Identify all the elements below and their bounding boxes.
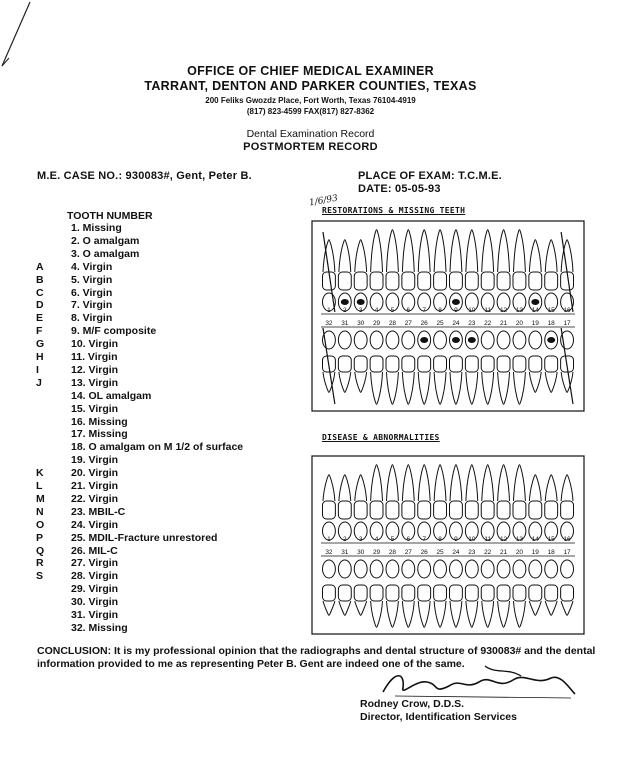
upper-tooth-crown: [418, 272, 431, 290]
lower-tooth-number: 30: [357, 320, 365, 327]
lower-tooth-occlusal: [545, 560, 558, 578]
lower-tooth-root: [514, 601, 526, 627]
tooth-entry: 16. Missing: [71, 415, 128, 428]
upper-tooth-number: 4: [374, 536, 379, 543]
tooth-entry: 32. Missing: [71, 621, 128, 634]
lower-tooth-number: 32: [325, 320, 333, 327]
lower-tooth-number: 30: [357, 549, 365, 556]
tooth-entry: 22. Virgin: [71, 492, 119, 505]
disease-label: DISEASE & ABNORMALITIES: [322, 433, 440, 442]
lower-tooth-crown: [465, 356, 478, 372]
tooth-entry: 8. Virgin: [71, 312, 113, 325]
lower-tooth-crown: [402, 585, 415, 601]
lower-tooth-crown: [354, 585, 367, 601]
upper-tooth-root: [498, 230, 510, 272]
office-title: OFFICE OF CHIEF MEDICAL EXAMINER: [187, 64, 434, 78]
lower-tooth-root: [498, 372, 510, 404]
upper-tooth-crown: [450, 501, 463, 519]
upper-tooth-number: 10: [468, 536, 476, 543]
lower-tooth-occlusal: [370, 331, 383, 349]
tooth-entry: 31. Virgin: [71, 609, 119, 621]
tooth-entry: 15. Virgin: [71, 402, 119, 415]
lower-tooth-occlusal: [513, 560, 526, 578]
upper-tooth-crown: [513, 272, 526, 290]
lower-tooth-number: 32: [325, 549, 333, 556]
lower-tooth-number: 19: [531, 549, 539, 556]
restorations-chart: [311, 220, 585, 412]
signatory-title: Director, Identification Services: [360, 711, 517, 723]
lower-tooth-crown: [545, 585, 558, 601]
primary-tooth-letter: C: [36, 286, 44, 299]
primary-tooth-letter: P: [36, 531, 44, 544]
lower-tooth-root: [355, 601, 367, 615]
upper-tooth-crown: [497, 272, 510, 290]
county-title: TARRANT, DENTON AND PARKER COUNTIES, TEXAS: [144, 79, 477, 93]
lower-tooth-occlusal: [418, 560, 431, 578]
lower-tooth-occlusal: [481, 560, 494, 578]
lower-tooth-root: [339, 372, 351, 392]
upper-tooth-root: [466, 465, 478, 501]
tooth-entry: 10. Virgin: [71, 338, 119, 351]
lower-tooth-root: [466, 372, 478, 404]
lower-tooth-number: 22: [484, 320, 492, 327]
upper-tooth-crown: [370, 501, 383, 519]
upper-tooth-number: 1: [327, 307, 331, 314]
upper-tooth-number: 7: [422, 536, 426, 543]
upper-tooth-crown: [418, 501, 431, 519]
lower-tooth-number: 21: [499, 549, 508, 556]
lower-tooth-root: [450, 372, 462, 404]
lower-tooth-occlusal: [370, 560, 383, 578]
tooth-entry: 1. Missing: [71, 222, 122, 234]
lower-tooth-root: [387, 372, 399, 404]
upper-tooth-crown: [434, 272, 447, 290]
upper-tooth-crown: [481, 501, 494, 519]
primary-tooth-letter: S: [36, 570, 44, 583]
tooth-entry: 27. Virgin: [71, 557, 119, 570]
primary-tooth-letter: E: [36, 312, 44, 325]
lower-tooth-crown: [386, 356, 399, 372]
lower-tooth-crown: [370, 356, 383, 372]
upper-tooth-number: 12: [499, 307, 508, 314]
tooth-entry: 19. Virgin: [71, 454, 119, 467]
upper-tooth-number: 16: [563, 536, 571, 543]
upper-tooth-root: [482, 465, 494, 501]
lower-tooth-occlusal: [386, 331, 399, 349]
upper-tooth-root: [434, 230, 446, 272]
upper-tooth-crown: [323, 501, 336, 519]
upper-tooth-crown: [402, 272, 415, 290]
lower-tooth-root: [514, 372, 526, 404]
restorations-label: RESTORATIONS & MISSING TEETH: [322, 206, 466, 215]
lower-tooth-root: [498, 601, 510, 627]
lower-tooth-number: 27: [404, 320, 412, 327]
lower-tooth-crown: [338, 356, 351, 372]
lower-tooth-occlusal: [497, 331, 510, 349]
upper-tooth-root: [355, 240, 367, 272]
lower-tooth-number: 31: [341, 320, 349, 327]
upper-tooth-crown: [529, 272, 542, 290]
handwritten-date: 1/6/93: [308, 193, 339, 209]
lower-tooth-number: 23: [468, 320, 476, 327]
office-phone: (817) 823-4599 FAX(817) 827-8362: [246, 107, 375, 116]
lower-tooth-occlusal: [465, 560, 478, 578]
lower-tooth-root: [323, 601, 335, 615]
restoration-mark: [531, 299, 539, 305]
lower-tooth-root: [355, 372, 367, 392]
primary-tooth-letter: I: [36, 363, 39, 376]
conclusion-text: CONCLUSION: It is my professional opinion that the radiographs and dental structure of 930083# and the dental information provided to me as representing Peter B. Gent are indeed one of the same.: [37, 645, 596, 670]
chart-frame: [312, 456, 584, 634]
lower-tooth-number: 17: [563, 549, 571, 556]
primary-tooth-letter: R: [36, 557, 44, 570]
primary-tooth-letter: K: [36, 467, 44, 480]
primary-tooth-letter: B: [36, 273, 44, 286]
lower-tooth-occlusal: [402, 331, 415, 349]
chart-frame: [312, 221, 584, 411]
record-title: POSTMORTEM RECORD: [243, 141, 378, 153]
lower-tooth-root: [450, 601, 462, 627]
lower-tooth-root: [482, 601, 494, 627]
upper-tooth-root: [418, 465, 430, 501]
upper-tooth-root: [339, 240, 351, 272]
tooth-entry: 17. Missing: [71, 428, 128, 441]
corner-mark: [0, 0, 40, 70]
tooth-entry: 12. Virgin: [71, 363, 119, 376]
lower-tooth-crown: [497, 585, 510, 601]
upper-tooth-root: [434, 465, 446, 501]
tooth-entry: 30. Virgin: [71, 596, 119, 609]
lower-tooth-root: [402, 601, 414, 627]
lower-tooth-root: [561, 601, 573, 615]
restoration-mark: [452, 337, 460, 343]
lower-tooth-number: 24: [452, 549, 460, 556]
upper-tooth-root: [529, 240, 541, 272]
lower-tooth-occlusal: [529, 560, 542, 578]
lower-tooth-root: [387, 601, 399, 627]
lower-tooth-crown: [513, 356, 526, 372]
primary-tooth-letter: F: [36, 325, 43, 338]
upper-tooth-number: 2: [343, 307, 347, 314]
lower-tooth-number: 25: [436, 549, 444, 556]
lower-tooth-crown: [434, 356, 447, 372]
upper-tooth-crown: [513, 501, 526, 519]
lower-tooth-root: [466, 601, 478, 627]
restoration-mark: [547, 337, 555, 343]
upper-tooth-crown: [497, 501, 510, 519]
upper-tooth-number: 9: [454, 307, 458, 314]
restoration-mark: [452, 299, 460, 305]
lower-tooth-root: [418, 372, 430, 404]
restoration-mark: [341, 299, 349, 305]
upper-tooth-crown: [529, 501, 542, 519]
lower-tooth-occlusal: [529, 331, 542, 349]
lower-tooth-crown: [323, 585, 336, 601]
upper-tooth-number: 13: [515, 307, 524, 314]
tooth-entry: 20. Virgin: [71, 467, 119, 480]
lower-tooth-occlusal: [338, 560, 351, 578]
lower-tooth-number: 23: [468, 549, 476, 556]
upper-tooth-number: 14: [531, 536, 539, 543]
disease-chart: [311, 455, 585, 635]
lower-tooth-crown: [450, 585, 463, 601]
upper-tooth-root: [339, 475, 351, 501]
upper-tooth-number: 15: [547, 536, 555, 543]
restoration-mark: [357, 299, 365, 305]
upper-tooth-root: [545, 240, 557, 272]
lower-tooth-number: 20: [515, 320, 524, 327]
upper-tooth-crown: [354, 272, 367, 290]
upper-tooth-crown: [465, 272, 478, 290]
upper-tooth-root: [450, 465, 462, 501]
lower-tooth-root: [529, 372, 541, 392]
upper-tooth-root: [387, 230, 399, 272]
tooth-entry: 9. M/F composite: [71, 325, 157, 338]
upper-tooth-number: 5: [390, 536, 395, 543]
tooth-entry: 18. O amalgam on M 1/2 of surface: [71, 441, 244, 454]
lower-tooth-number: 26: [420, 320, 428, 327]
signature-scribble: [375, 660, 580, 700]
lower-tooth-crown: [386, 585, 399, 601]
lower-tooth-number: 29: [372, 549, 381, 556]
upper-tooth-number: 13: [515, 536, 524, 543]
upper-tooth-root: [323, 475, 335, 501]
lower-tooth-root: [545, 372, 557, 392]
lower-tooth-number: 28: [388, 320, 397, 327]
tooth-entry: 29. Virgin: [71, 583, 119, 596]
lower-tooth-crown: [481, 356, 494, 372]
lower-tooth-occlusal: [354, 331, 367, 349]
upper-tooth-root: [402, 230, 414, 272]
upper-tooth-crown: [338, 501, 351, 519]
lower-tooth-crown: [513, 585, 526, 601]
lower-tooth-root: [339, 601, 351, 615]
lower-tooth-number: 27: [404, 549, 412, 556]
lower-tooth-occlusal: [434, 560, 447, 578]
lower-tooth-occlusal: [513, 331, 526, 349]
primary-tooth-letter: N: [36, 505, 44, 518]
tooth-entry: 28. Virgin: [71, 570, 119, 583]
upper-tooth-crown: [450, 272, 463, 290]
lower-tooth-crown: [354, 356, 367, 372]
tooth-entry: 24. Virgin: [71, 518, 119, 531]
lower-tooth-root: [371, 601, 383, 627]
upper-tooth-root: [545, 475, 557, 501]
tooth-entry: 2. O amalgam: [71, 234, 140, 247]
upper-tooth-number: 8: [438, 307, 442, 314]
tooth-entry: 3. O amalgam: [71, 247, 140, 260]
upper-tooth-crown: [545, 272, 558, 290]
upper-tooth-number: 7: [422, 307, 426, 314]
upper-tooth-crown: [370, 272, 383, 290]
upper-tooth-number: 3: [358, 536, 363, 543]
upper-tooth-number: 3: [358, 307, 363, 314]
lower-tooth-number: 19: [531, 320, 539, 327]
tooth-entry: 7. Virgin: [71, 299, 113, 312]
lower-tooth-number: 20: [515, 549, 524, 556]
tooth-entry: 14. OL amalgam: [71, 389, 152, 402]
tooth-entry: 13. Virgin: [71, 376, 119, 389]
upper-tooth-crown: [386, 501, 399, 519]
record-type: Dental Examination Record: [246, 128, 375, 140]
lower-tooth-crown: [338, 585, 351, 601]
tooth-entry: 5. Virgin: [71, 273, 113, 286]
upper-tooth-number: 16: [563, 307, 571, 314]
lower-tooth-crown: [418, 356, 431, 372]
exam-date: DATE: 05-05-93: [358, 183, 441, 195]
restoration-mark: [420, 337, 428, 343]
upper-tooth-number: 2: [343, 536, 347, 543]
lower-tooth-number: 18: [547, 549, 555, 556]
upper-tooth-root: [498, 465, 510, 501]
primary-tooth-letter: J: [36, 376, 42, 389]
lower-tooth-crown: [465, 585, 478, 601]
lower-tooth-crown: [402, 356, 415, 372]
lower-tooth-occlusal: [481, 331, 494, 349]
lower-tooth-crown: [497, 356, 510, 372]
upper-tooth-number: 4: [374, 307, 379, 314]
lower-tooth-occlusal: [434, 331, 447, 349]
place-of-exam: PLACE OF EXAM: T.C.M.E.: [358, 170, 502, 182]
upper-tooth-number: 6: [406, 536, 411, 543]
upper-tooth-root: [466, 230, 478, 272]
lower-tooth-crown: [481, 585, 494, 601]
lower-tooth-root: [418, 601, 430, 627]
upper-tooth-crown: [338, 272, 351, 290]
tooth-entry: 11. Virgin: [71, 351, 118, 363]
upper-tooth-crown: [434, 501, 447, 519]
upper-tooth-root: [371, 230, 383, 272]
lower-tooth-occlusal: [402, 560, 415, 578]
upper-tooth-root: [402, 465, 414, 501]
lower-tooth-crown: [529, 356, 542, 372]
upper-tooth-root: [355, 475, 367, 501]
lower-tooth-root: [371, 372, 383, 404]
lower-tooth-number: 18: [547, 320, 555, 327]
lower-tooth-occlusal: [497, 560, 510, 578]
upper-tooth-number: 9: [454, 536, 458, 543]
upper-tooth-root: [529, 475, 541, 501]
lower-tooth-occlusal: [386, 560, 399, 578]
upper-tooth-number: 14: [531, 307, 539, 314]
upper-tooth-number: 11: [484, 307, 492, 314]
primary-tooth-letter: D: [36, 299, 44, 312]
lower-tooth-number: 25: [436, 320, 444, 327]
primary-tooth-letter: M: [36, 492, 45, 505]
lower-tooth-crown: [450, 356, 463, 372]
primary-tooth-letter: Q: [36, 544, 45, 557]
upper-tooth-number: 1: [327, 536, 331, 543]
lower-tooth-root: [434, 601, 446, 627]
primary-tooth-letter: A: [36, 260, 44, 273]
lower-tooth-occlusal: [450, 560, 463, 578]
lower-tooth-number: 22: [484, 549, 492, 556]
lower-tooth-number: 24: [452, 320, 460, 327]
lower-tooth-number: 28: [388, 549, 397, 556]
lower-tooth-occlusal: [561, 560, 574, 578]
upper-tooth-number: 5: [390, 307, 395, 314]
primary-tooth-letter: O: [36, 518, 45, 531]
tooth-entry: 6. Virgin: [71, 286, 113, 299]
upper-tooth-number: 12: [499, 536, 508, 543]
upper-tooth-number: 6: [406, 307, 411, 314]
primary-tooth-letter: G: [36, 338, 45, 351]
upper-tooth-crown: [545, 501, 558, 519]
lower-tooth-crown: [529, 585, 542, 601]
tooth-number-heading: TOOTH NUMBER: [67, 210, 153, 222]
lower-tooth-crown: [370, 585, 383, 601]
upper-tooth-root: [418, 230, 430, 272]
lower-tooth-root: [434, 372, 446, 404]
lower-tooth-number: 21: [499, 320, 508, 327]
upper-tooth-crown: [465, 501, 478, 519]
tooth-entry: 23. MBIL-C: [71, 505, 126, 518]
primary-tooth-letter: H: [36, 351, 44, 363]
lower-tooth-crown: [418, 585, 431, 601]
upper-tooth-root: [450, 230, 462, 272]
lower-tooth-number: 29: [372, 320, 381, 327]
tooth-entry: 25. MDIL-Fracture unrestored: [71, 531, 218, 544]
upper-tooth-crown: [481, 272, 494, 290]
upper-tooth-number: 11: [484, 536, 492, 543]
lower-tooth-number: 17: [563, 320, 571, 327]
lower-tooth-occlusal: [354, 560, 367, 578]
office-address: 200 Feliks Gwozdz Place, Fort Worth, Texas 76104-4919: [205, 96, 416, 105]
upper-tooth-root: [387, 465, 399, 501]
signatory-name: Rodney Crow, D.D.S.: [360, 698, 465, 710]
tooth-entry: 4. Virgin: [71, 260, 113, 273]
upper-tooth-number: 8: [438, 536, 442, 543]
lower-tooth-crown: [434, 585, 447, 601]
lower-tooth-root: [545, 601, 557, 615]
upper-tooth-number: 10: [468, 307, 476, 314]
lower-tooth-crown: [561, 585, 574, 601]
upper-tooth-root: [514, 230, 526, 272]
upper-tooth-crown: [402, 501, 415, 519]
upper-tooth-root: [514, 465, 526, 501]
upper-tooth-root: [371, 465, 383, 501]
lower-tooth-root: [482, 372, 494, 404]
lower-tooth-root: [402, 372, 414, 404]
case-number: M.E. CASE NO.: 930083#, Gent, Peter B.: [37, 170, 252, 182]
tooth-entry: 21. Virgin: [71, 480, 119, 492]
upper-tooth-crown: [561, 501, 574, 519]
upper-tooth-number: 15: [547, 307, 555, 314]
upper-tooth-root: [482, 230, 494, 272]
lower-tooth-root: [529, 601, 541, 615]
upper-tooth-root: [561, 475, 573, 501]
primary-tooth-letter: L: [36, 480, 43, 492]
lower-tooth-crown: [545, 356, 558, 372]
lower-tooth-number: 31: [341, 549, 349, 556]
lower-tooth-occlusal: [338, 331, 351, 349]
lower-tooth-occlusal: [323, 560, 336, 578]
upper-tooth-crown: [354, 501, 367, 519]
upper-tooth-crown: [386, 272, 399, 290]
lower-tooth-number: 26: [420, 549, 428, 556]
tooth-entry: 26. MIL-C: [71, 544, 118, 557]
restoration-mark: [468, 337, 476, 343]
